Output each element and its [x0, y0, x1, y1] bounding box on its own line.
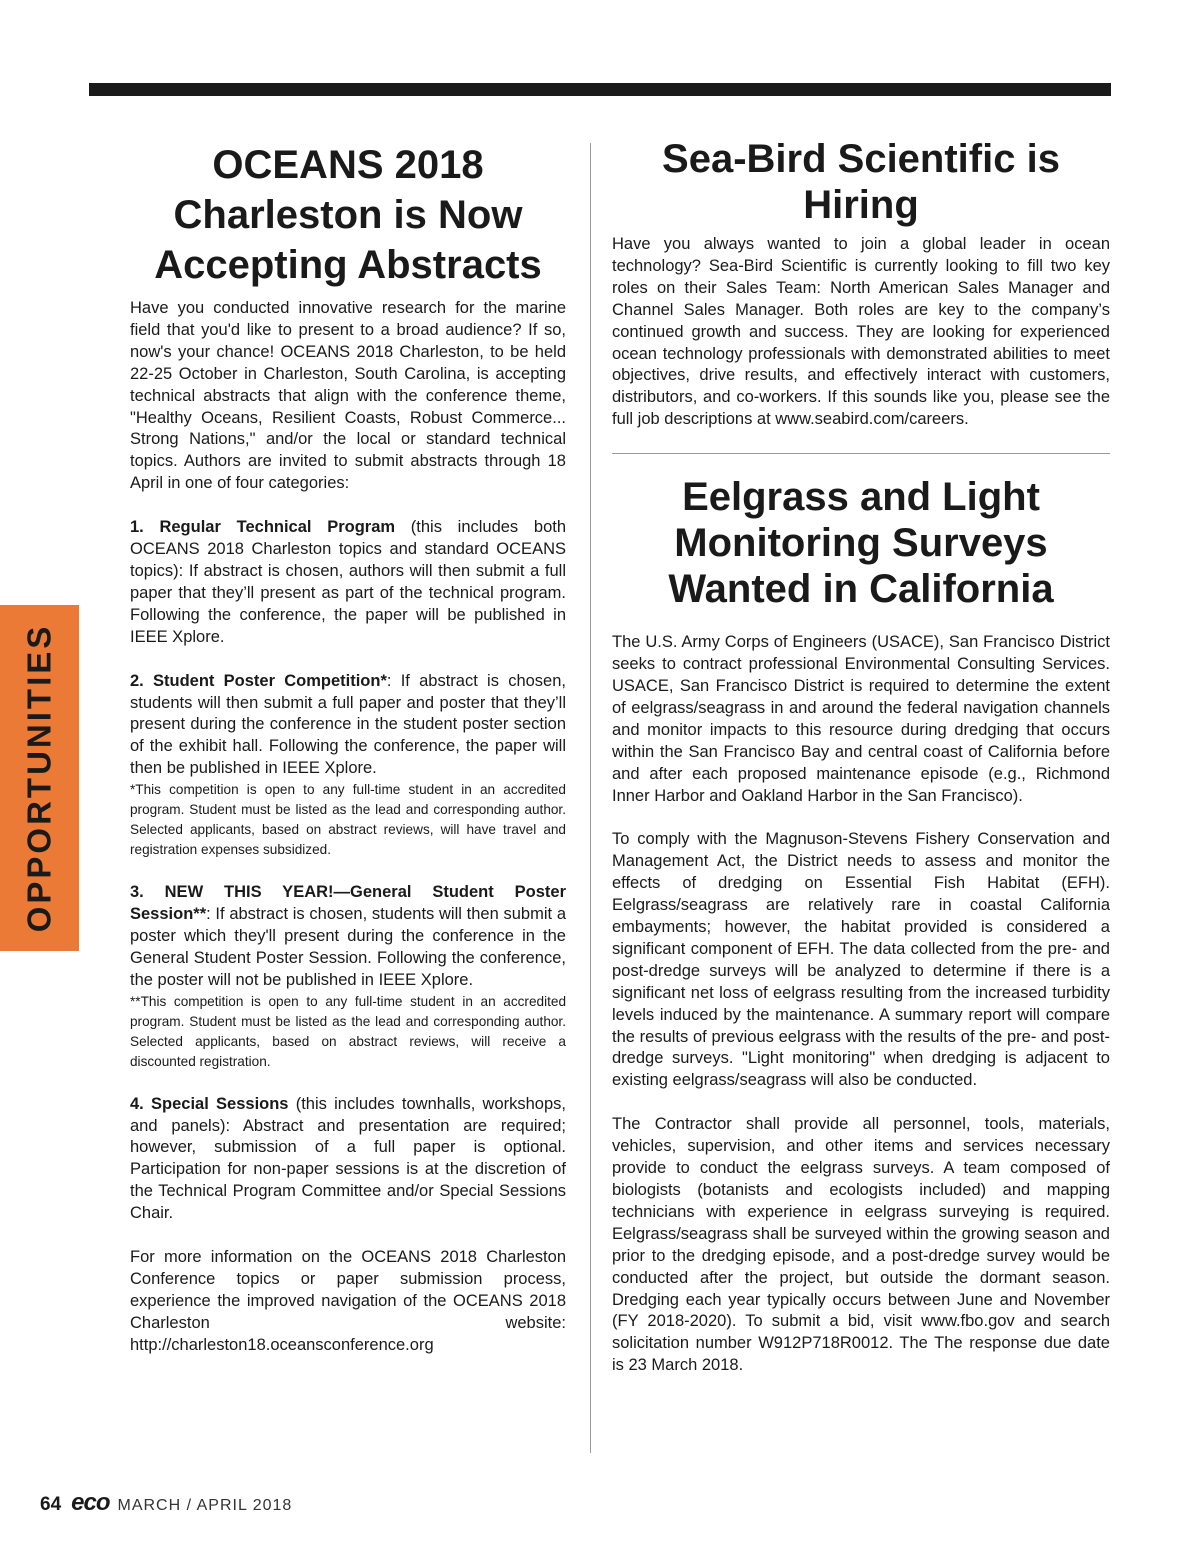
right-bottom-paragraph: The U.S. Army Corps of Engineers (USACE), San Francisco District seeks to contract professional Environmental Consulting Services. USACE, San Francisco District is required to determine the extent of eelgrass/seagrass in and around the federal navigation channels and monitor impacts to this resource during dredging that occurs within the San Francisco Bay and central coast of California before and after each proposed maintenance episode (e.g., Richmond Inner Harbor and Oakland Harbor in the San Francisco). [612, 633, 1110, 805]
item-text: (this includes townhalls, workshops, and panels): Abstract and presentation are required; however, submission of a full paper is optional. Participation for non-paper sessions is at the discretion of the Technical Program Committee and/or Special Sessions Chair. [130, 1094, 566, 1223]
item-text: : If abstract is chosen, students will then submit a poster which they'll present during the conference in the General Student Poster Session. Following the conference, the poster will not be published in IEEE Xplore. [130, 905, 566, 989]
list-item [130, 882, 566, 992]
section-tab-label: OPPORTUNITIES [20, 623, 58, 933]
left-article-intro: Have you conducted innovative research for the marine field that you'd like to present to a broad audience? If so, now's your chance! OCEANS 2018 Charleston, to be held 22-25 October in Charleston, South Carolina, is accepting technical abstracts that align with the conference theme, "Healthy Oceans, Resilient Coasts, Robust Commerce... Strong Nations," and/or the local or standard technical topics. Authors are invited to submit abstracts through 18 April in one of four categories: [130, 299, 566, 493]
item-lead: 4. Special Sessions [130, 1094, 289, 1113]
magazine-logo: eco [71, 1489, 110, 1516]
right-column [612, 136, 1110, 1377]
left-article-closing: For more information on the OCEANS 2018 Charleston Conference topics or paper submission process, experience the improved navigation of the OCEANS 2018 Charleston website: http://charleston18.oceansconference.org [130, 1248, 566, 1354]
list-item [130, 671, 566, 781]
section-tab [0, 605, 79, 951]
right-top-article-body: Have you always wanted to join a global leader in ocean technology? Sea-Bird Scientific is currently looking to fill two key roles on their Sales Team: North American Sales Manager and Channel Sales Manager. Both roles are key to the company’s continued growth and success. They are looking for experienced ocean technology professionals with demonstrated abilities to meet objectives, drive results, and effectively interact with customers, distributors, and co-workers. If this sounds like you, please see the full job descriptions at www.seabird.com/careers. [612, 235, 1110, 429]
top-rule [89, 83, 1111, 96]
right-bottom-paragraph: The Contractor shall provide all personnel, tools, materials, vehicles, supervision, and other items and services necessary provide to conduct the eelgrass surveys. A team composed of biologists (botanists and ecologists included) and mapping technicians with experience in eelgrass surveying is required. Eelgrass/seagrass shall be surveyed within the growing season and prior to the dredging episode, and a post-dredge survey would be conducted after the project, but outside the dormant season. Dredging each year typically occurs between June and November (FY 2018-2020). To submit a bid, visit www.fbo.gov and search solicitation number W912P718R0012. The The response due date is 23 March 2018. [612, 1115, 1110, 1375]
left-article [130, 140, 566, 1357]
item-footnote: **This competition is open to any full-time student in an accredited program. Student must be listed as the lead and corresponding author. Selected applicants, based on abstract reviews, will receive a discounted registration. [130, 993, 566, 1069]
item-footnote: *This competition is open to any full-time student in an accredited program. Student must be listed as the lead and corresponding author. Selected applicants, based on abstract reviews, will have travel and registration expenses subsidized. [130, 782, 566, 858]
article-separator [612, 453, 1110, 454]
page-number: 64 [40, 1494, 62, 1515]
right-top-article-title: Sea-Bird Scientific is Hiring [662, 137, 1060, 227]
issue-date: MARCH / APRIL 2018 [117, 1497, 293, 1514]
list-item [130, 517, 566, 648]
item-lead: 2. Student Poster Competition* [130, 671, 387, 690]
item-text: (this includes both OCEANS 2018 Charleston topics and standard OCEANS topics): If abstract is chosen, authors will then submit a full paper that they’ll present as part of the technical program. Following the conference, the paper will be published in IEEE Xplore. [130, 518, 567, 646]
right-bottom-article-title: Eelgrass and Light Monitoring Surveys Wanted in California [668, 475, 1054, 612]
item-lead: 1. Regular Technical Program [130, 518, 396, 537]
right-bottom-paragraph: To comply with the Magnuson-Stevens Fishery Conservation and Management Act, the District needs to assess and monitor the effects of dredging on Essential Fish Habitat (EFH). Eelgrass/seagrass are relatively rare in coastal California embayments; however, the habitat provided is considered a significant component of EFH. The data collected from the pre- and post-dredge surveys will be analyzed to determine if there is a significant net loss of eelgrass resulting from the increased turbidity levels induced by the maintenance. A summary report will compare the results of previous eelgrass with the results of the pre- and post-dredge surveys. "Light monitoring" when dredging is adjacent to existing eelgrass/seagrass will also be conducted. [612, 830, 1110, 1090]
column-divider [590, 143, 591, 1453]
item-text: : If abstract is chosen, students will then submit a full paper and poster that they’ll present during the conference in the student poster section of the exhibit hall. Following the conference, the paper will then be published in IEEE Xplore. [130, 671, 566, 778]
left-article-title: OCEANS 2018 Charleston is Now Accepting Abstracts [154, 143, 542, 287]
list-item [130, 1094, 566, 1225]
page-footer [40, 1489, 292, 1517]
item-lead: 3. NEW THIS YEAR!—General Student Poster Session** [130, 883, 566, 924]
